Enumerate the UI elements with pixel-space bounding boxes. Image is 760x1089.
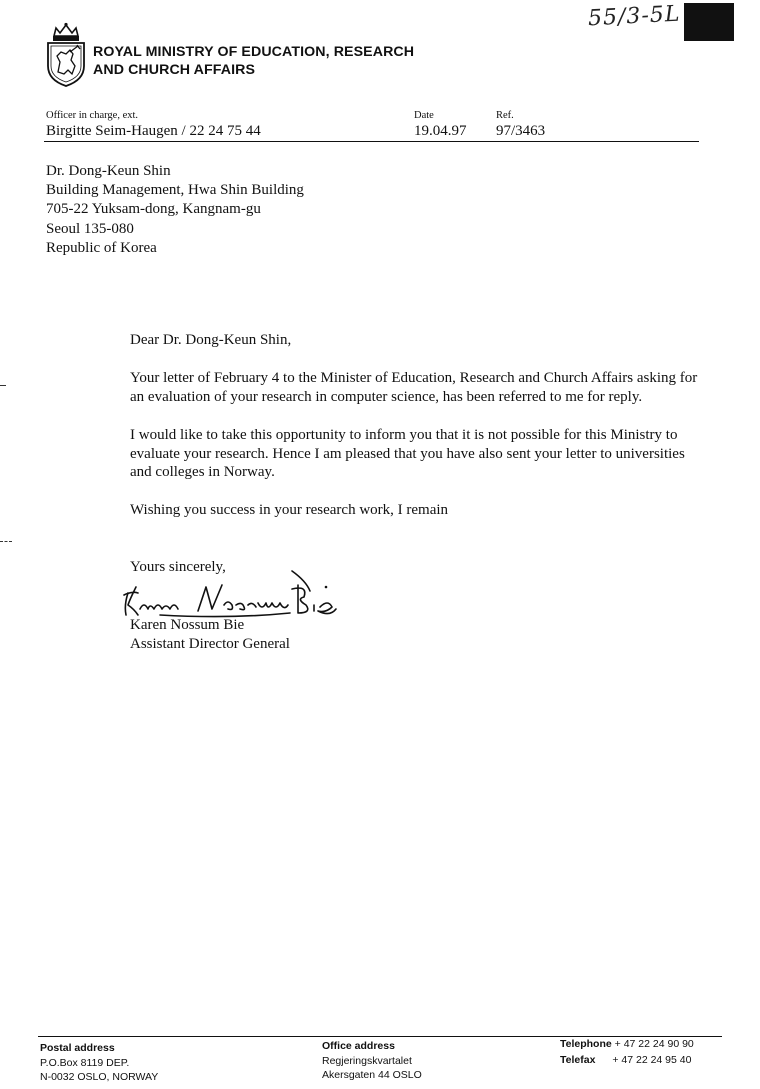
recipient-line: Seoul 135-080	[46, 220, 134, 237]
ref-label: Ref.	[496, 110, 514, 121]
signer-title: Assistant Director General	[130, 635, 290, 652]
salutation: Dear Dr. Dong-Keun Shin,	[130, 332, 292, 348]
header-divider	[44, 141, 699, 142]
ministry-name	[93, 43, 414, 79]
recipient-line: Building Management, Hwa Shin Building	[46, 182, 304, 199]
telefax-row	[560, 1053, 694, 1068]
telephone-value: + 47 22 24 90 90	[614, 1038, 694, 1050]
telephone-label: Telephone	[560, 1038, 612, 1050]
margin-mark	[0, 385, 6, 386]
postal-address-line: N-0032 OSLO, NORWAY	[40, 1071, 159, 1083]
ministry-name-line2: AND CHURCH AFFAIRS	[93, 62, 256, 78]
date-value: 19.04.97	[414, 123, 467, 139]
office-address-line: Regjeringskvartalet	[322, 1054, 412, 1067]
paragraph-1: Your letter of February 4 to the Minister of Education, Research and Church Affairs asking for an evaluation of your research in computer science, has been referred to me for reply.	[130, 370, 698, 405]
ref-value: 97/3463	[496, 123, 546, 139]
office-address	[322, 1039, 422, 1083]
ministry-name-line1: ROYAL MINISTRY OF EDUCATION, RESEARCH	[93, 44, 415, 60]
margin-mark	[0, 541, 12, 542]
recipient-line: Dr. Dong-Keun Shin	[46, 163, 171, 179]
contact-numbers	[560, 1037, 694, 1067]
recipient-address	[46, 162, 304, 258]
closing: Yours sincerely,	[130, 559, 226, 575]
signer-name: Karen Nossum Bie	[130, 617, 245, 633]
date-label: Date	[414, 110, 434, 121]
telefax-label: Telefax	[560, 1053, 596, 1066]
office-address-line: Akersgaten 44 OSLO	[322, 1069, 422, 1081]
recipient-line: 705-22 Yuksam-dong, Kangnam-gu	[46, 201, 261, 218]
officer-label: Officer in charge, ext.	[46, 110, 139, 121]
handwritten-file-number: 55/3-5L	[587, 1, 682, 32]
postal-address	[40, 1041, 158, 1085]
royal-crest-icon	[44, 22, 88, 88]
paragraph-3: Wishing you success in your research work, I remain	[130, 502, 449, 518]
paragraph-2: I would like to take this opportunity to inform you that it is not possible for this Ministry to evaluate your research. Hence I am pleased that you have also sent your letter to universities and colleges in Norway.	[130, 427, 685, 481]
recipient-line: Republic of Korea	[46, 239, 157, 256]
redaction-box	[684, 3, 734, 41]
telefax-value: + 47 22 24 95 40	[612, 1053, 692, 1066]
postal-address-line: P.O.Box 8119 DEP.	[40, 1056, 130, 1069]
postal-address-label: Postal address	[40, 1042, 115, 1054]
signer-block	[130, 616, 710, 653]
officer-value: Birgitte Seim-Haugen / 22 24 75 44	[46, 123, 261, 139]
office-address-label: Office address	[322, 1040, 395, 1052]
telephone-row	[560, 1037, 694, 1052]
